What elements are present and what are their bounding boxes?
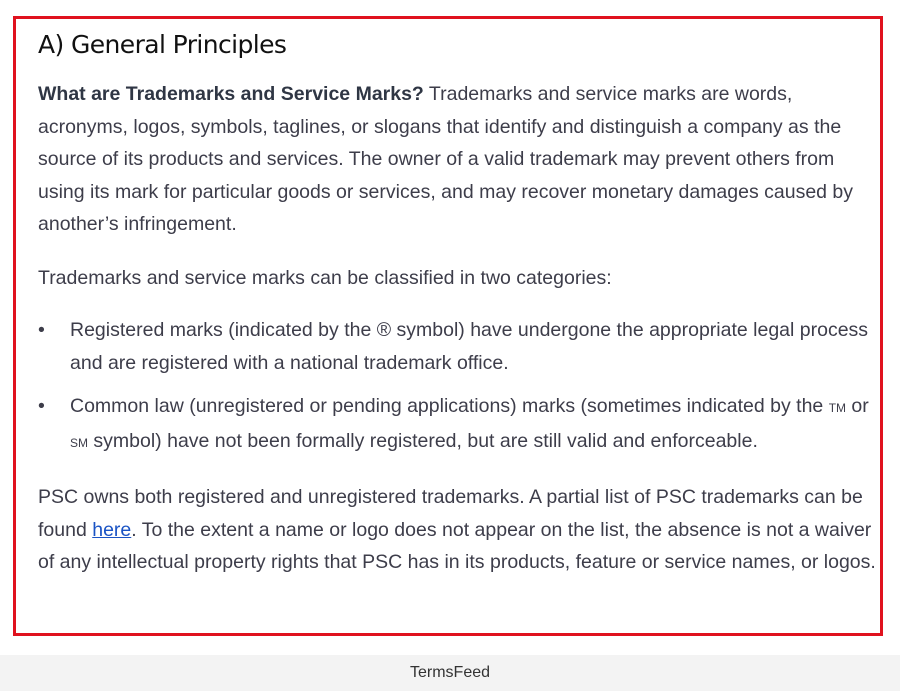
or-text: or xyxy=(846,395,869,417)
intro-lead: What are Trademarks and Service Marks? xyxy=(38,83,424,105)
ownership-text-after: . To the extent a name or logo does not appear on the list, the absence is not a waiver of any intellectual property rights that PSC has in its products, feature or service names, or logos. xyxy=(38,518,876,573)
bullet-marker: • xyxy=(38,319,45,341)
common-law-text-part1: Common law (unregistered or pending applications) marks (sometimes indicated by the xyxy=(70,395,829,417)
bullet-marker: • xyxy=(38,395,45,417)
registered-marks-text: Registered marks (indicated by the ® symbol) have undergone the appropriate legal process and are registered with a national trademark office. xyxy=(70,319,869,374)
tm-symbol: TM xyxy=(828,401,847,415)
intro-body: Trademarks and service marks are words, acronyms, logos, symbols, taglines, or slogans that identify and distinguish a company as the source of its products and services. The owner of a valid trademark may prevent others from using its mark for particular goods or services, and may recover monetary damages caused by another’s infringement. xyxy=(38,83,854,235)
footer-brand: TermsFeed xyxy=(409,664,491,681)
ownership-text-before: PSC owns both registered and unregistered trademarks. A partial list of PSC trademarks can be found xyxy=(38,486,863,541)
trademark-categories-list xyxy=(38,314,878,459)
list-item-common-law xyxy=(38,390,878,459)
trademarks-list-link[interactable]: here xyxy=(92,518,132,541)
sm-symbol: SM xyxy=(70,435,88,450)
list-item-registered xyxy=(38,314,878,379)
ownership-paragraph xyxy=(38,481,878,579)
section-heading: A) General Principles xyxy=(38,30,287,59)
categories-paragraph: Trademarks and service marks can be classified in two categories: xyxy=(38,266,612,289)
section-content xyxy=(38,27,878,579)
footer-bar xyxy=(0,655,900,691)
intro-paragraph xyxy=(38,78,878,241)
highlight-frame xyxy=(13,16,883,636)
common-law-text-part2: symbol) have not been formally registered, but are still valid and enforceable. xyxy=(88,429,758,452)
